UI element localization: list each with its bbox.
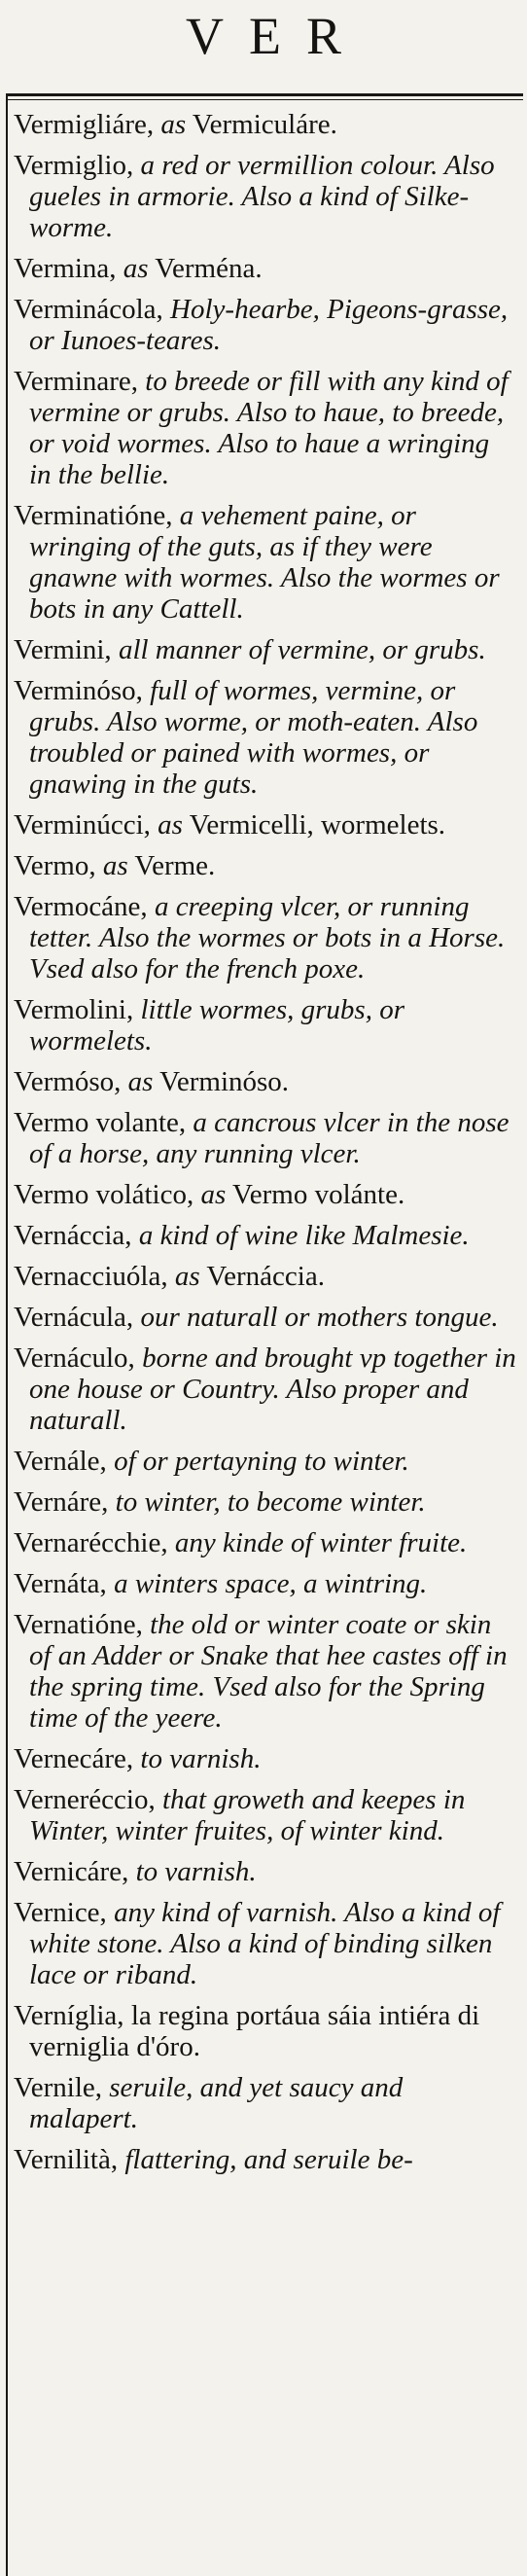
- entry-definition: any kinde of winter fruite.: [174, 1527, 468, 1558]
- entry-headword: Vernáta,: [14, 1568, 107, 1599]
- entry-definition: that groweth and keepes in Winter, winter fruites, of winter kind.: [29, 1784, 466, 1846]
- dictionary-entry: [14, 1342, 517, 1436]
- entry-definition: as: [127, 1066, 154, 1097]
- entry-definition: borne and brought vp together in one house or Country. Also proper and naturall.: [29, 1342, 516, 1436]
- entry-cross-reference: Vermiculáre.: [192, 109, 337, 140]
- dictionary-entry: [14, 2072, 517, 2134]
- entry-definition: our naturall or mothers tongue.: [140, 1302, 499, 1333]
- header-rule: [6, 93, 523, 96]
- entry-headword: Verminácola,: [14, 294, 163, 325]
- dictionary-entry: [14, 109, 517, 140]
- dictionary-entry: [14, 675, 517, 800]
- entry-headword: Vermóso,: [14, 1066, 122, 1097]
- dictionary-entry: [14, 500, 517, 625]
- entry-headword: Vernále,: [14, 1446, 107, 1477]
- dictionary-entry: [14, 2144, 517, 2175]
- dictionary-entry: [14, 1568, 517, 1599]
- entry-definition: a vehement paine, or wringing of the guts, as if they were gnawne with wormes. Also the wormes or bots in any Cattell.: [29, 500, 500, 625]
- entry-headword: Vernecáre,: [14, 1743, 134, 1774]
- dictionary-entry: [14, 1107, 517, 1169]
- entry-definition: full of wormes, vermine, or grubs. Also worme, or moth-eaten. Also troubled or pained with wormes, or gnawing in the guts.: [29, 675, 478, 800]
- entry-definition: to varnish.: [135, 1856, 257, 1887]
- dictionary-entry: [14, 634, 517, 665]
- dictionary-entry: [14, 1897, 517, 1990]
- entry-headword: Vermocáne,: [14, 891, 148, 922]
- entry-cross-reference: Vernáccia.: [206, 1261, 325, 1292]
- dictionary-entry: [14, 366, 517, 490]
- entry-headword: Verminúcci,: [14, 809, 151, 841]
- dictionary-entry: [14, 1486, 517, 1518]
- entry-definition: a creeping vlcer, or running tetter. Also the wormes or bots in a Horse. Vsed also for the french poxe.: [29, 891, 506, 984]
- entry-definition: flattering, and seruile be-: [124, 2144, 413, 2175]
- entry-headword: Vernice,: [14, 1897, 107, 1928]
- entry-cross-reference: Verména.: [155, 253, 263, 284]
- entry-headword: Vernicáre,: [14, 1856, 129, 1887]
- entry-cross-reference: Vermo volánte.: [232, 1179, 405, 1210]
- entry-definition: as: [102, 850, 128, 881]
- entry-definition: any kind of varnish. Also a kind of white stone. Also a kind of binding silken lace or riband.: [29, 1897, 501, 1990]
- dictionary-entry: [14, 1743, 517, 1774]
- dictionary-entry: [14, 1856, 517, 1887]
- dictionary-entry: [14, 1302, 517, 1333]
- entry-definition: as: [123, 253, 149, 284]
- entry-headword: Vernatióne,: [14, 1609, 143, 1640]
- entry-headword: Vernáccia,: [14, 1220, 132, 1251]
- entry-headword: Vermo,: [14, 850, 96, 881]
- entry-definition: to breede or fill with any kind of vermine or grubs. Also to haue, to breede, or void wormes. Also to haue a wringing in the bellie.: [29, 366, 509, 490]
- entry-headword: Vernáculo,: [14, 1342, 135, 1374]
- entry-headword: Vernarécchie,: [14, 1527, 168, 1558]
- entry-list: [14, 109, 517, 2185]
- dictionary-entry: [14, 1609, 517, 1734]
- dictionary-entry: [14, 891, 517, 984]
- dictionary-entry: [14, 850, 517, 881]
- dictionary-entry: [14, 1179, 517, 1210]
- entry-definition: to winter, to become winter.: [115, 1486, 426, 1518]
- entry-definition: to varnish.: [140, 1743, 262, 1774]
- entry-headword: Vernilità,: [14, 2144, 119, 2175]
- entry-definition: seruile, and yet saucy and malapert.: [29, 2072, 404, 2134]
- entry-headword: Vermigliáre,: [14, 109, 155, 140]
- entry-cross-reference: Vermicelli, wormelets.: [189, 809, 446, 841]
- entry-headword: Verneréccio,: [14, 1784, 156, 1815]
- entry-headword: Verminatióne,: [14, 500, 173, 531]
- entry-definition: of or pertayning to winter.: [114, 1446, 409, 1477]
- dictionary-entry: [14, 150, 517, 243]
- entry-headword: Vermini,: [14, 634, 112, 665]
- entry-headword: Vermina,: [14, 253, 117, 284]
- entry-definition: little wormes, grubs, or wormelets.: [29, 994, 404, 1056]
- entry-headword: Vermo volante,: [14, 1107, 187, 1138]
- entry-definition: as: [160, 109, 187, 140]
- entry-definition: the old or winter coate or skin of an Adder or Snake that hee castes off in the spring time. Vsed also for the Spring time of the yeere.: [29, 1609, 508, 1734]
- entry-definition: as: [174, 1261, 200, 1292]
- entry-definition: a red or vermillion colour. Also gueles in armorie. Also a kind of Silke-worme.: [29, 150, 495, 243]
- entry-definition: a winters space, a wintring.: [114, 1568, 428, 1599]
- entry-cross-reference: la regina portáua sáia intiéra di verniglia d'óro.: [29, 2000, 480, 2062]
- page-header: VER: [186, 7, 367, 65]
- dictionary-entry: [14, 809, 517, 841]
- header-rule-thin: [6, 99, 523, 100]
- dictionary-entry: [14, 294, 517, 356]
- dictionary-entry: [14, 1446, 517, 1477]
- dictionary-entry: [14, 253, 517, 284]
- entry-headword: Vernacciuóla,: [14, 1261, 168, 1292]
- entry-definition: Holy-hearbe, Pigeons-grasse, or Iunoes-teares.: [29, 294, 509, 356]
- entry-headword: Vernáre,: [14, 1486, 109, 1518]
- entry-definition: a cancrous vlcer in the nose of a horse, any running vlcer.: [29, 1107, 509, 1169]
- dictionary-entry: [14, 1261, 517, 1292]
- dictionary-entry: [14, 1527, 517, 1558]
- entry-headword: Vermo volático,: [14, 1179, 194, 1210]
- entry-headword: Vernácula,: [14, 1302, 134, 1333]
- entry-headword: Vermiglio,: [14, 150, 134, 181]
- entry-headword: Verminare,: [14, 366, 139, 397]
- dictionary-entry: [14, 1220, 517, 1251]
- entry-definition: a kind of wine like Malmesie.: [138, 1220, 470, 1251]
- dictionary-entry: [14, 2000, 517, 2062]
- entry-headword: Vermolini,: [14, 994, 134, 1025]
- entry-headword: Vernile,: [14, 2072, 102, 2103]
- dictionary-entry: [14, 1784, 517, 1846]
- entry-definition: as: [200, 1179, 227, 1210]
- entry-headword: Verníglia,: [14, 2000, 124, 2031]
- entry-definition: as: [158, 809, 183, 841]
- dictionary-entry: [14, 1066, 517, 1097]
- dictionary-entry: [14, 994, 517, 1056]
- entry-cross-reference: Verme.: [134, 850, 216, 881]
- entry-cross-reference: Verminóso.: [159, 1066, 290, 1097]
- entry-headword: Verminóso,: [14, 675, 143, 706]
- entry-definition: all manner of vermine, or grubs.: [118, 634, 486, 665]
- column-rule: [6, 93, 8, 2576]
